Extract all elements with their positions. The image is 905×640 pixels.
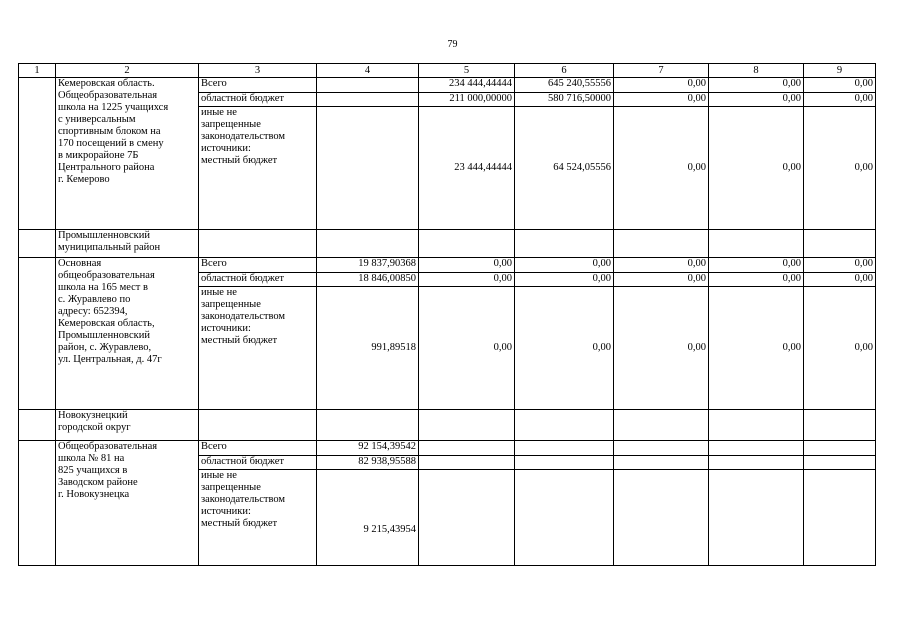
value-cell: 0,00	[709, 258, 804, 273]
district-name: Новокузнецкий городской округ	[56, 410, 199, 441]
value-cell: 0,00	[709, 93, 804, 107]
value-cell: 0,00	[804, 273, 876, 287]
value-cell: 0,00	[614, 258, 709, 273]
row-index-cell	[19, 441, 56, 566]
funding-source: иные не запрещенные законодательством источники: местный бюджет	[199, 287, 317, 410]
col-header: 1	[19, 64, 56, 78]
funding-source: иные не запрещенные законодательством источники: местный бюджет	[199, 107, 317, 230]
object-name: Кемеровская область. Общеобразовательная школа на 1225 учащихся с универсальным спортивным блоком на 170 посещений в смену в микрорайоне 7Б Центрального района г. Кемерово	[56, 78, 199, 230]
row-index-cell	[19, 230, 56, 258]
empty-cell	[317, 230, 419, 258]
value-cell: 0,00	[419, 258, 515, 273]
object-name: Основная общеобразовательная школа на 165 мест в с. Журавлево по адресу: 652394, Кемеровская область, Промышленновский район, с. Журавлево, ул. Центральная, д. 47г	[56, 258, 199, 410]
funding-source: областной бюджет	[199, 93, 317, 107]
value-cell: 0,00	[614, 273, 709, 287]
value-cell: 19 837,90368	[317, 258, 419, 273]
value-cell: 991,89518	[317, 287, 419, 410]
object-name: Общеобразовательная школа № 81 на 825 учащихся в Заводском районе г. Новокузнецка	[56, 441, 199, 566]
district-row	[19, 410, 876, 441]
col-header: 6	[515, 64, 614, 78]
value-cell: 0,00	[614, 107, 709, 230]
funding-source: областной бюджет	[199, 456, 317, 470]
value-cell: 0,00	[709, 107, 804, 230]
value-cell: 211 000,00000	[419, 93, 515, 107]
value-cell: 23 444,44444	[419, 107, 515, 230]
value-cell: 0,00	[515, 287, 614, 410]
funding-source: Всего	[199, 441, 317, 456]
row-index-cell	[19, 78, 56, 230]
value-cell: 0,00	[614, 78, 709, 93]
empty-cell	[614, 410, 709, 441]
col-header: 5	[419, 64, 515, 78]
page-number: 79	[447, 39, 458, 50]
value-cell	[614, 456, 709, 470]
funding-source: Всего	[199, 258, 317, 273]
value-cell: 92 154,39542	[317, 441, 419, 456]
value-cell	[317, 78, 419, 93]
empty-cell	[614, 230, 709, 258]
empty-cell	[419, 230, 515, 258]
value-cell	[515, 441, 614, 456]
value-cell	[515, 470, 614, 566]
funding-source: областной бюджет	[199, 273, 317, 287]
empty-cell	[199, 230, 317, 258]
value-cell: 0,00	[709, 287, 804, 410]
value-cell: 0,00	[614, 287, 709, 410]
table-row	[19, 441, 876, 456]
value-cell: 0,00	[804, 287, 876, 410]
value-cell: 0,00	[804, 107, 876, 230]
value-cell	[804, 441, 876, 456]
funding-source: иные не запрещенные законодательством источники: местный бюджет	[199, 470, 317, 566]
col-header: 2	[56, 64, 199, 78]
value-cell	[419, 456, 515, 470]
funding-source: Всего	[199, 78, 317, 93]
value-cell	[614, 441, 709, 456]
empty-cell	[317, 410, 419, 441]
empty-cell	[804, 230, 876, 258]
header-row	[19, 64, 876, 78]
col-header: 9	[804, 64, 876, 78]
value-cell	[419, 470, 515, 566]
value-cell: 18 846,00850	[317, 273, 419, 287]
value-cell: 580 716,50000	[515, 93, 614, 107]
value-cell: 0,00	[419, 287, 515, 410]
empty-cell	[419, 410, 515, 441]
col-header: 8	[709, 64, 804, 78]
table-row	[19, 258, 876, 273]
empty-cell	[199, 410, 317, 441]
value-cell: 0,00	[709, 78, 804, 93]
empty-cell	[515, 410, 614, 441]
value-cell: 0,00	[614, 93, 709, 107]
empty-cell	[804, 410, 876, 441]
district-name: Промышленновский муниципальный район	[56, 230, 199, 258]
value-cell: 9 215,43954	[317, 470, 419, 566]
value-cell	[419, 441, 515, 456]
value-cell: 82 938,95588	[317, 456, 419, 470]
value-cell	[317, 93, 419, 107]
value-cell	[804, 456, 876, 470]
value-cell: 0,00	[419, 273, 515, 287]
value-cell	[614, 470, 709, 566]
empty-cell	[709, 410, 804, 441]
col-header: 3	[199, 64, 317, 78]
empty-cell	[709, 230, 804, 258]
value-cell: 645 240,55556	[515, 78, 614, 93]
value-cell	[317, 107, 419, 230]
value-cell	[709, 470, 804, 566]
value-cell: 234 444,44444	[419, 78, 515, 93]
value-cell	[804, 470, 876, 566]
value-cell	[709, 456, 804, 470]
value-cell: 0,00	[709, 273, 804, 287]
value-cell: 0,00	[515, 273, 614, 287]
empty-cell	[515, 230, 614, 258]
value-cell	[515, 456, 614, 470]
table-row	[19, 78, 876, 93]
value-cell: 64 524,05556	[515, 107, 614, 230]
row-index-cell	[19, 410, 56, 441]
value-cell: 0,00	[804, 93, 876, 107]
row-index-cell	[19, 258, 56, 410]
budget-table	[18, 63, 876, 566]
value-cell: 0,00	[804, 258, 876, 273]
value-cell: 0,00	[804, 78, 876, 93]
district-row	[19, 230, 876, 258]
value-cell	[709, 441, 804, 456]
value-cell: 0,00	[515, 258, 614, 273]
col-header: 4	[317, 64, 419, 78]
col-header: 7	[614, 64, 709, 78]
